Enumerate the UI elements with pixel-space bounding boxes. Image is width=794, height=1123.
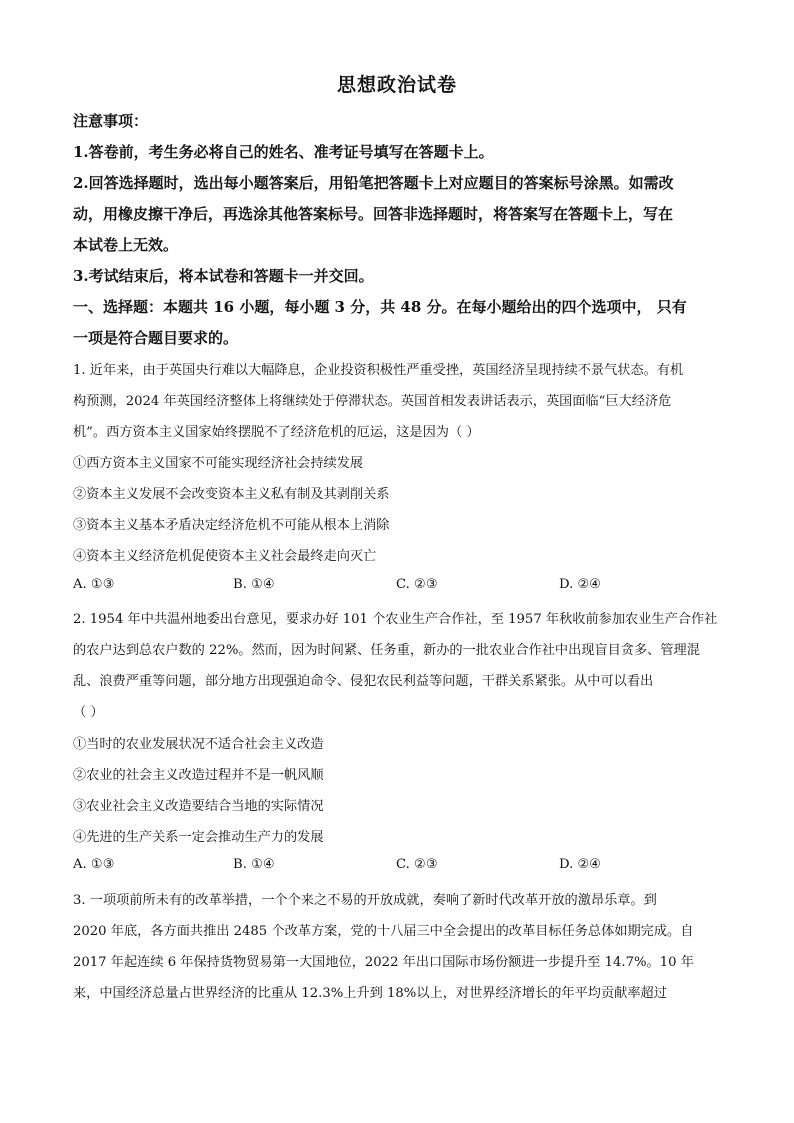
question-statement: ①当时的农业发展状况不适合社会主义改造 xyxy=(73,737,324,752)
question-stem: 的农户达到总农户数的 22%。然而，因为时间紧、任务重，新办的一批农业合作社中出现盲目贪多、管理混 xyxy=(73,643,700,658)
question-stem: 2020 年底，各方面共推出 2485 个改革方案，党的十八届三中全会提出的改革目标任务总体如期完成。自 xyxy=(73,924,694,939)
option-d: D. ②④ xyxy=(559,857,602,872)
option-b: B. ①④ xyxy=(233,857,275,872)
section-heading: 一项是符合题目要求的。 xyxy=(73,329,239,347)
question-stem: 乱、浪费严重等问题，部分地方出现强迫命令、侵犯农民利益等问题，干群关系紧张。从中可以看出 xyxy=(73,674,654,689)
question-statement: ①西方资本主义国家不可能实现经济社会持续发展 xyxy=(73,456,364,471)
question-stem: 2017 年起连续 6 年保持货物贸易第一大国地位，2022 年出口国际市场份额进一步提升至 14.7%。10 年 xyxy=(73,955,694,970)
question-stem: （ ） xyxy=(73,705,104,720)
question-stem: 机”。西方资本主义国家始终摆脱不了经济危机的厄运，这是因为（ ） xyxy=(73,425,480,440)
question-statement: ③农业社会主义改造要结合当地的实际情况 xyxy=(73,799,324,814)
option-d: D. ②④ xyxy=(559,577,602,592)
question-stem: 2. 1954 年中共温州地委出台意见，要求办好 101 个农业生产合作社，至 1957 年秋收前参加农业生产合作社 xyxy=(73,612,718,627)
question-statement: ②资本主义发展不会改变资本主义私有制及其剥削关系 xyxy=(73,487,390,502)
question-stem: 来，中国经济总量占世界经济的比重从 12.3%上升到 18%以上，对世界经济增长的年平均贡献率超过 xyxy=(73,986,667,1001)
notice-item: 2.回答选择题时，选出每小题答案后，用铅笔把答题卡上对应题目的答案标号涂黑。如需改 xyxy=(73,174,674,192)
question-stem: 构预测，2024 年英国经济整体上将继续处于停滞状态。英国首相发表讲话表示，英国面临“巨大经济危 xyxy=(73,394,672,409)
page-title: 思想政治试卷 xyxy=(336,74,457,96)
notice-item: 1.答卷前，考生务必将自己的姓名、准考证号填写在答题卡上。 xyxy=(73,143,494,161)
option-b: B. ①④ xyxy=(233,577,275,592)
notice-item: 3.考试结束后，将本试卷和答题卡一并交回。 xyxy=(73,267,374,285)
option-a: A. ①③ xyxy=(73,857,115,872)
question-statement: ④先进的生产关系一定会推动生产力的发展 xyxy=(73,830,324,845)
notice-item: 动，用橡皮擦干净后，再选涂其他答案标号。回答非选择题时，将答案写在答题卡上，写在 xyxy=(73,205,674,223)
question-statement: ④资本主义经济危机促使资本主义社会最终走向灭亡 xyxy=(73,549,377,564)
section-heading: 一、选择题：本题共 16 小题，每小题 3 分，共 48 分。在每小题给出的四个选项中， 只有 xyxy=(73,298,687,316)
question-statement: ②农业的社会主义改造过程并不是一帆风顺 xyxy=(73,768,324,783)
question-statement: ③资本主义基本矛盾决定经济危机不可能从根本上消除 xyxy=(73,518,390,533)
option-c: C. ②③ xyxy=(396,577,438,592)
notice-heading: 注意事项： xyxy=(73,112,149,130)
option-c: C. ②③ xyxy=(396,857,438,872)
notice-item: 本试卷上无效。 xyxy=(73,236,179,254)
question-stem: 1. 近年来，由于英国央行难以大幅降息，企业投资积极性严重受挫，英国经济呈现持续不景气状态。有机 xyxy=(73,363,684,378)
option-a: A. ①③ xyxy=(73,577,115,592)
question-stem: 3. 一项项前所未有的改革举措，一个个来之不易的开放成就，奏响了新时代改革开放的激昂乐章。到 xyxy=(73,893,657,908)
